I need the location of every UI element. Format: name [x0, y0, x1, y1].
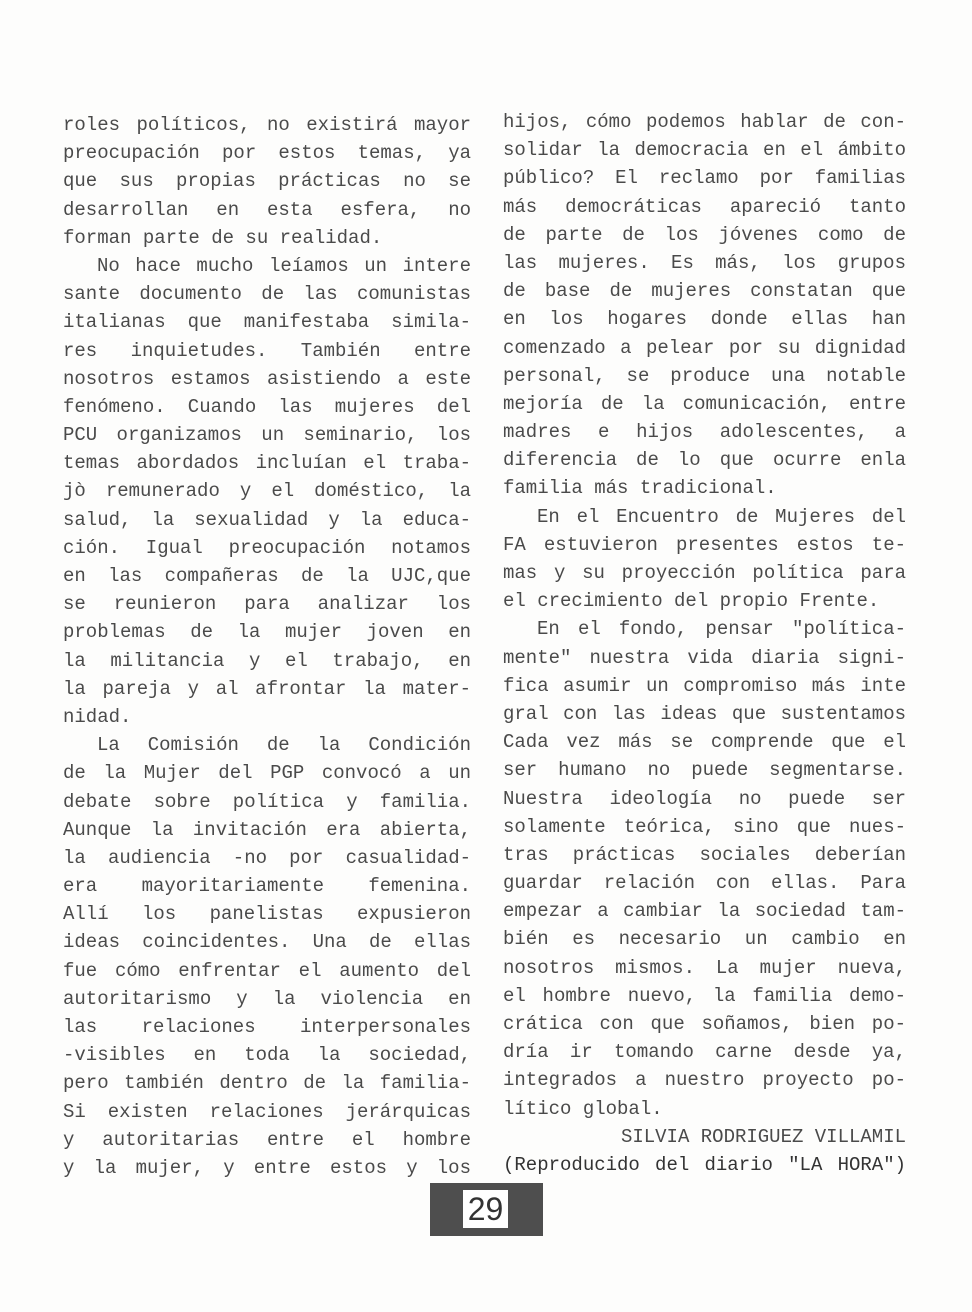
text-line: ser humano no puede segmentarse.: [503, 759, 906, 782]
text-line: lítico global.: [503, 1097, 663, 1120]
text-line: Nuestra ideología no puede ser: [503, 787, 906, 810]
text-line: temas abordados incluían el traba-: [63, 452, 471, 475]
text-line: personal, se produce una notable: [503, 364, 906, 387]
text-line: de parte de los jóvenes como de: [503, 223, 906, 246]
text-line: el hombre nuevo, la familia demo-: [503, 984, 906, 1007]
text-line: familia más tradicional.: [503, 477, 777, 500]
text-line: roles políticos, no existirá mayor: [63, 114, 471, 136]
text-line: en los hogares donde ellas han: [503, 308, 906, 331]
text-line: en las compañeras de la UJC,que: [63, 565, 471, 587]
text-line: guardar relación con ellas. Para: [503, 872, 906, 895]
text-line: hijos, cómo podemos hablar de con-: [503, 111, 906, 133]
source-note: (Reproducido del diario "LA HORA"): [503, 1153, 906, 1176]
text-line: gral con las ideas que sustentamos: [503, 702, 906, 725]
text-line: PCU organizamos un seminario, los: [63, 424, 471, 447]
text-line: Cada vez más se comprende que el: [503, 731, 906, 754]
left-column: [63, 111, 471, 1182]
text-line: integrados a nuestro proyecto po-: [503, 1069, 906, 1092]
text-line: Si existen relaciones jerárquicas: [63, 1100, 471, 1123]
text-line: salud, la sexualidad y la educa-: [63, 508, 471, 531]
text-line: de la Mujer del PGP convocó a un: [63, 762, 471, 785]
text-line: nidad.: [63, 705, 132, 728]
text-line: fue cómo enfrentar el aumento del: [63, 959, 471, 982]
paragraph: [63, 252, 471, 731]
text-line: nosotros estamos asistiendo a este: [63, 367, 471, 390]
text-line: más democráticas apareció tanto: [503, 195, 906, 218]
text-line: empezar a cambiar la sociedad tam-: [503, 900, 906, 923]
text-line: forman parte de su realidad.: [63, 226, 383, 249]
text-line: En el Encuentro de Mujeres del: [537, 505, 906, 528]
text-line: se reunieron para analizar los: [63, 593, 471, 616]
text-line: de base de mujeres constatan que: [503, 280, 906, 303]
text-line: solidar la democracia en el ámbito: [503, 139, 906, 162]
text-line: -visibles en toda la sociedad,: [63, 1044, 471, 1067]
text-line: solamente teórica, sino que nues-: [503, 815, 906, 838]
text-line: mas y su proyección política para: [503, 562, 906, 584]
text-line: crática con que soñamos, bien po-: [503, 1013, 906, 1035]
text-line: sante documento de las comunistas: [63, 283, 471, 306]
text-line: bién es necesario un cambio en: [503, 928, 906, 951]
paragraph: [503, 503, 906, 616]
paragraph: [503, 108, 906, 503]
paragraph: [63, 731, 471, 1182]
text-line: fica asumir un compromiso más inte: [503, 674, 906, 697]
paragraph: [63, 111, 471, 252]
text-line: mejoría de la comunicación, entre: [503, 392, 906, 415]
text-line: tras prácticas sociales deberían: [503, 843, 906, 866]
text-line: comenzado a pelear por su dignidad: [503, 336, 906, 359]
text-line: diferencia de lo que ocurre enla: [503, 449, 906, 472]
page-number: 29: [463, 1190, 508, 1228]
text-line: que sus propias prácticas no se: [63, 170, 471, 193]
author-signature: SILVIA RODRIGUEZ VILLAMIL: [620, 1125, 906, 1148]
right-column-body: [503, 108, 906, 1123]
text-line: las relaciones interpersonales: [63, 1016, 471, 1038]
text-line: madres e hijos adolescentes, a: [503, 421, 906, 444]
text-line: res inquietudes. También entre: [63, 339, 471, 362]
paragraph: [503, 615, 906, 1122]
text-line: mente" nuestra vida diaria signi-: [503, 646, 906, 669]
text-line: La Comisión de la Condición: [97, 734, 471, 757]
text-line: era mayoritariamente femenina.: [63, 875, 471, 898]
text-line: Allí los panelistas expusieron: [63, 903, 471, 926]
text-line: FA estuvieron presentes estos te-: [503, 533, 906, 556]
page-number-box: [430, 1183, 543, 1236]
text-line: jò remunerado y el doméstico, la: [63, 480, 471, 503]
text-line: Aunque la invitación era abierta,: [63, 818, 471, 841]
text-line: pero también dentro de la familia-: [63, 1072, 471, 1095]
text-line: y la mujer, y entre estos y los: [63, 1156, 471, 1179]
text-line: problemas de la mujer joven en: [63, 621, 471, 644]
text-line: ción. Igual preocupación notamos: [63, 536, 471, 559]
text-line: y autoritarias entre el hombre: [63, 1128, 471, 1151]
text-line: ideas coincidentes. Una de ellas: [63, 931, 471, 954]
text-line: preocupación por estos temas, ya: [63, 142, 471, 165]
text-line: debate sobre política y familia.: [63, 790, 471, 813]
text-line: las mujeres. Es más, los grupos: [503, 251, 906, 274]
text-line: nosotros mismos. La mujer nueva,: [503, 956, 906, 979]
text-line: fenómeno. Cuando las mujeres del: [63, 395, 471, 418]
right-column: [503, 108, 906, 1179]
text-line: público? El reclamo por familias: [503, 167, 906, 190]
text-line: desarrollan en esta esfera, no: [63, 198, 471, 221]
text-line: En el fondo, pensar "política-: [537, 618, 906, 641]
text-line: la militancia y el trabajo, en: [63, 649, 471, 672]
text-line: italianas que manifestaba simila-: [63, 311, 471, 334]
text-line: la audiencia -no por casualidad-: [63, 846, 471, 869]
text-line: No hace mucho leíamos un intere: [97, 254, 471, 277]
text-line: la pareja y al afrontar la mater-: [63, 677, 471, 700]
text-line: dría ir tomando carne desde ya,: [503, 1041, 906, 1064]
text-line: el crecimiento del propio Frente.: [503, 590, 880, 613]
text-line: autoritarismo y la violencia en: [63, 987, 471, 1010]
